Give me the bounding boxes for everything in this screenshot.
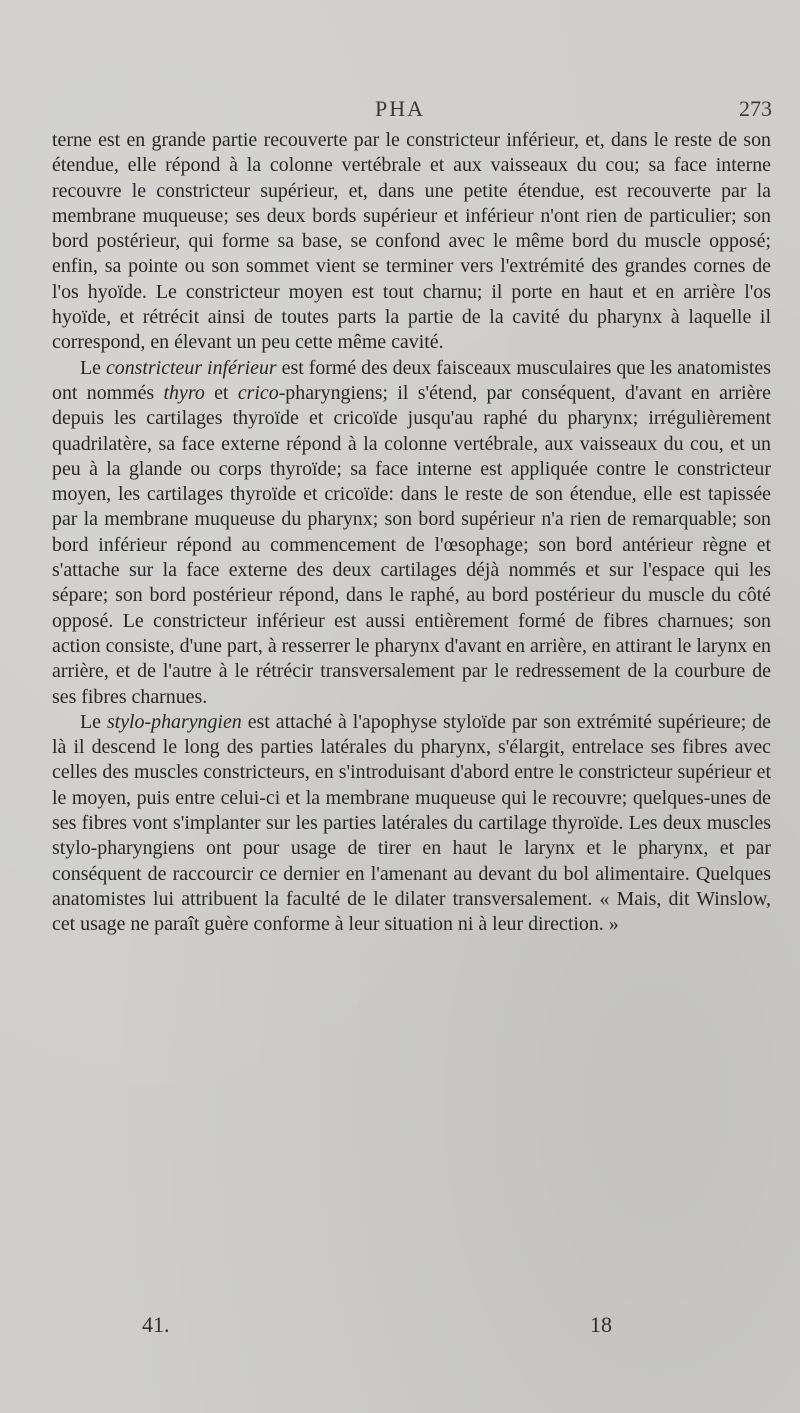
text-run: Le (80, 710, 107, 733)
paragraph (52, 128, 771, 356)
text-run: et (204, 381, 238, 404)
text-run: est formé des deux faisceaux musculaires que les anatomistes ont nommés (52, 356, 771, 404)
italic-term: constricteur inférieur (105, 356, 277, 379)
running-head-title: PHA (374, 96, 425, 121)
page-number: 273 (739, 96, 772, 121)
italic-term: stylo-pharyngien (106, 710, 242, 733)
running-head (50, 94, 772, 128)
page-footer (50, 1310, 772, 1346)
italic-term: thyro (163, 381, 205, 404)
text-run: est attaché à l'apophyse styloïde par son extrémité supérieure; de là il descend le long des parties latérales du pharynx, s'élargit, entrelace ses fibres avec celles des muscles constricteurs, en s'introduisant d'abord entre le constricteur supérieur et le moyen, puis entre celui-ci et la membrane muqueuse qui le recouvre; quelques-unes de ses fibres vont s'implanter sur les parties latérales du cartilage thyroïde. Les deux muscles stylo-pharyngiens ont pour usage de tirer en haut le larynx et le pharynx, et par conséquent de raccourcir ce dernier en l'amenant au devant du bol alimentaire. Quelques anatomistes lui attribuent la faculté de le dilater transversalement. « Mais, dit Winslow, cet usage ne paraît guère conforme à leur situation ni à leur direction. » (52, 710, 771, 936)
printer-signature-mark: 41. (142, 1312, 170, 1337)
text-run: -pharyngiens; il s'étend, par conséquent, d'avant en arrière depuis les cartilages thyroïde et cricoïde jusqu'au raphé du pharynx; irrégulièrement quadrilatère, sa face externe répond à la colonne vertébrale, aux vaisseaux du cou, et un peu à la glande ou corps thyroïde; sa face interne est appliquée contre le constricteur moyen, les cartilages thyroïde et cricoïde: dans le reste de son étendue, elle est tapissée par la membrane muqueuse du pharynx; son bord supérieur n'a rien de remarquable; son bord inférieur répond au commencement de l'œsophage; son bord antérieur règne et s'attache sur la face externe des deux cartilages déjà nommés et sur l'espace qui les sépare; son bord postérieur répond, dans le raphé, au bord postérieur du muscle du côté opposé. Le constricteur inférieur est aussi entièrement formé de fibres charnues; son action consiste, d'une part, à resserrer le pharynx d'avant en arrière, en attirant le larynx en arrière, et de l'autre à le rétrécir transversalement par le redressement de la courbure de ses fibres charnues. (52, 381, 771, 708)
body-text (52, 128, 771, 1314)
italic-term: crico (237, 381, 279, 404)
paragraph (52, 710, 771, 938)
paragraph (52, 356, 771, 710)
text-run: Le (80, 356, 106, 379)
gathering-number: 18 (590, 1312, 612, 1337)
text-run: terne est en grande partie recouverte par le constricteur inférieur, et, dans le reste de son étendue, elle répond à la colonne vertébrale et aux vaisseaux du cou; sa face interne recouvre le constricteur supérieur, et, dans une petite étendue, est recouverte par la membrane muqueuse; ses deux bords supérieur et inférieur n'ont rien de particulier; son bord postérieur, qui forme sa base, se confond avec le même bord du muscle opposé; enfin, sa pointe ou son sommet vient se terminer vers l'extrémité des grandes cornes de l'os hyoïde. Le constricteur moyen est tout charnu; il porte en haut et en arrière l'os hyoïde, et rétrécit ainsi de toutes parts la partie de la cavité du pharynx à laquelle il correspond, en élevant un peu cette même cavité. (52, 129, 771, 354)
